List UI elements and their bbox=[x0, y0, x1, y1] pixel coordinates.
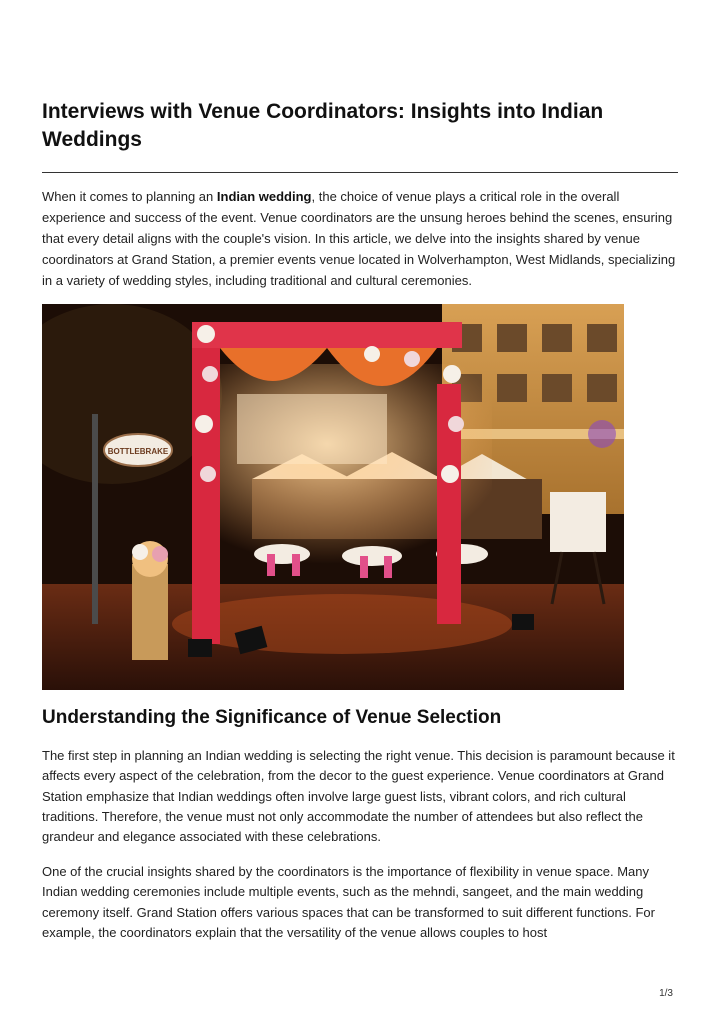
section-heading: Understanding the Significance of Venue Selection bbox=[42, 707, 502, 728]
article-title: Interviews with Venue Coordinators: Insights into Indian Weddings bbox=[42, 100, 604, 151]
body-paragraph-1: The first step in planning an Indian wedding is selecting the right venue. This decision is paramount because it affects every aspect of the celebration, from the decor to the guest experience. Venue coordinators at Grand Station emphasize that Indian weddings often involve large guest lists, vibrant colors, and rich cultural traditions. Therefore, the venue must not only accommodate the number of attendees but also reflect the grandeur and elegance associated with these celebrations. bbox=[42, 748, 675, 845]
page-number: 1/3 bbox=[659, 988, 673, 999]
intro-text-after: , the choice of venue plays a critical role in the overall experience and success of the event. Venue coordinators are the unsung heroes behind the scenes, ensuring that every detail aligns with the couple's vision. In this article, we delve into the insights shared by venue coordinators at Grand Station, a premier events venue located in Wolverhampton, West Midlands, specializing in a variety of wedding styles, including traditional and cultural ceremonies. bbox=[42, 189, 676, 288]
intro-bold-link[interactable]: Indian wedding bbox=[216, 189, 312, 204]
intro-paragraph bbox=[42, 186, 678, 291]
venue-sign-text: BOTTLEBRAKE bbox=[107, 447, 169, 456]
hero-image-wedding-mandap bbox=[42, 304, 624, 690]
title-divider bbox=[42, 172, 678, 173]
body-paragraph-2: One of the crucial insights shared by the coordinators is the importance of flexibility in venue space. Many Indian wedding ceremonies include multiple events, such as the mehndi, sangeet, and the main wedding ceremony itself. Grand Station offers various spaces that can be transformed to suit different functions. For example, the coordinators explain that the versatility of the venue allows couples to host bbox=[42, 864, 655, 940]
intro-text-before: When it comes to planning an bbox=[42, 189, 217, 204]
wedding-venue-illustration bbox=[42, 304, 624, 690]
